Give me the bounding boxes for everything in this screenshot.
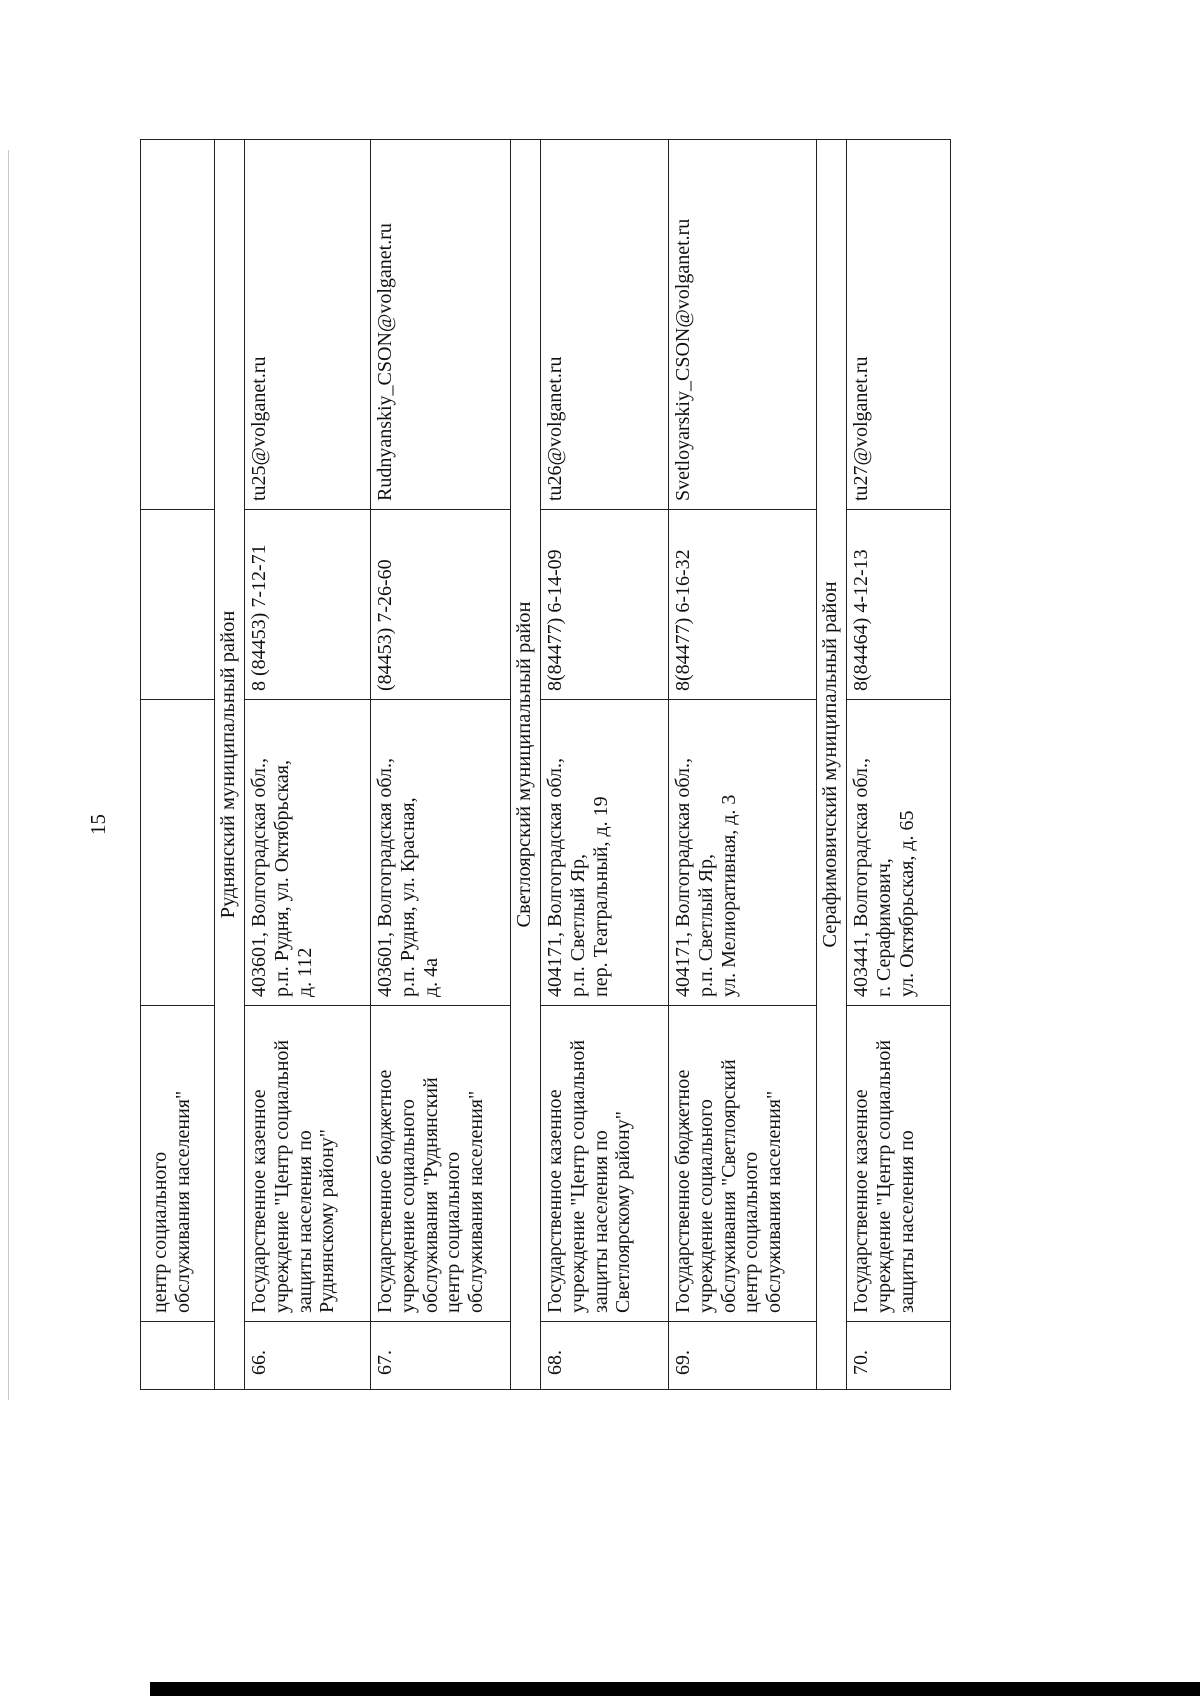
table-row (245, 140, 371, 1390)
cell-address (541, 700, 669, 1006)
cell-line: 403601, Волгоградская обл., (374, 757, 396, 997)
cell-line: защиты населения по (589, 1130, 612, 1313)
cell-line: Руднянскому району" (316, 1129, 339, 1313)
cell-line: 404171, Волгоградская обл., (672, 757, 694, 997)
table-row (371, 140, 511, 1390)
cell-line: обслуживания населения" (465, 1090, 488, 1313)
cell-line: центр социального (442, 1151, 465, 1313)
cell-line: защиты населения по (895, 1130, 918, 1313)
cell-address (847, 700, 951, 1006)
cell-line: р.п. Светлый Яр, (566, 854, 589, 997)
page-number: 15 (86, 814, 110, 835)
district-heading: Серафимовичский муниципальный район (817, 140, 847, 1390)
district-heading: Светлоярский муниципальный район (511, 140, 541, 1390)
cell-num: 66. (245, 1322, 371, 1390)
cell-address (141, 700, 215, 1006)
cell-num: 69. (669, 1322, 817, 1390)
cell-email: tu26@volganet.ru (541, 140, 669, 510)
cell-email: tu25@volganet.ru (245, 140, 371, 510)
table-row (541, 140, 669, 1390)
cell-line: 403601, Волгоградская обл., (248, 757, 270, 997)
cell-phone (141, 510, 215, 700)
cell-line: обслуживания населения" (171, 1090, 194, 1313)
district-row (817, 140, 847, 1390)
cell-line: ул. Мелиоративная, д. 3 (717, 794, 740, 997)
cell-email: Svetloyarskiy_CSON@volganet.ru (669, 140, 817, 510)
cell-name (371, 1006, 511, 1322)
cell-line: обслуживания населения" (763, 1090, 786, 1313)
cell-phone: 8(84477) 6-16-32 (669, 510, 817, 700)
cell-line: г. Серафимович, (872, 858, 895, 997)
cell-address (245, 700, 371, 1006)
cell-phone: 8 (84453) 7-12-71 (245, 510, 371, 700)
district-row (215, 140, 245, 1390)
cell-line: учреждение "Центр социальной (872, 1039, 895, 1313)
cell-line: пер. Театральный, д. 19 (589, 796, 612, 997)
cell-address (669, 700, 817, 1006)
table-row (847, 140, 951, 1390)
scan-edge-line (8, 150, 9, 1400)
cell-address (371, 700, 511, 1006)
rotated-table-container (140, 140, 1020, 1390)
cell-line: ул. Октябрьская, д. 65 (895, 810, 918, 997)
cell-name (847, 1006, 951, 1322)
cell-line: обслуживания "Руднянский (419, 1077, 442, 1313)
cell-line: центр социального (740, 1151, 763, 1313)
cell-line: учреждение "Центр социальной (270, 1039, 293, 1313)
cell-line: Государственное бюджетное (672, 1069, 694, 1313)
district-row (511, 140, 541, 1390)
cell-line: Светлоярскому району" (612, 1111, 635, 1313)
cell-name (669, 1006, 817, 1322)
cell-num: 68. (541, 1322, 669, 1390)
cell-line: р.п. Рудня, ул. Красная, (396, 797, 419, 997)
cell-line: д. 4а (419, 957, 442, 997)
cell-name (141, 1006, 215, 1322)
cell-line: д. 112 (293, 947, 316, 997)
table-row (141, 140, 215, 1390)
cell-line: р.п. Рудня, ул. Октябрьская, (270, 760, 293, 997)
cell-email: Rudnyanskiy_CSON@volganet.ru (371, 140, 511, 510)
cell-phone: 8(84464) 4-12-13 (847, 510, 951, 700)
cell-phone: (84453) 7-26-60 (371, 510, 511, 700)
cell-line: Государственное казенное (544, 1089, 566, 1313)
cell-num: 70. (847, 1322, 951, 1390)
cell-name (245, 1006, 371, 1322)
cell-line: учреждение "Центр социальной (566, 1039, 589, 1313)
cell-line: р.п. Светлый Яр, (694, 854, 717, 997)
table-row (669, 140, 817, 1390)
cell-email (141, 140, 215, 510)
cell-name (541, 1006, 669, 1322)
cell-line: защиты населения по (293, 1130, 316, 1313)
district-heading: Руднянский муниципальный район (215, 140, 245, 1390)
cell-line: учреждение социального (694, 1099, 717, 1313)
social-services-table (140, 139, 951, 1390)
cell-num (141, 1322, 215, 1390)
cell-line: Государственное казенное (850, 1089, 872, 1313)
cell-line: 404171, Волгоградская обл., (544, 757, 566, 997)
cell-line: Государственное казенное (248, 1089, 270, 1313)
cell-line: 403441, Волгоградская обл., (850, 757, 872, 997)
cell-email: tu27@volganet.ru (847, 140, 951, 510)
cell-num: 67. (371, 1322, 511, 1390)
cell-line: центр социального (149, 1151, 171, 1313)
cell-phone: 8(84477) 6-14-09 (541, 510, 669, 700)
cell-line: обслуживания "Светлоярский (717, 1059, 740, 1313)
cell-line: учреждение социального (396, 1099, 419, 1313)
scan-bottom-edge (150, 1682, 1200, 1696)
cell-line: Государственное бюджетное (374, 1069, 396, 1313)
